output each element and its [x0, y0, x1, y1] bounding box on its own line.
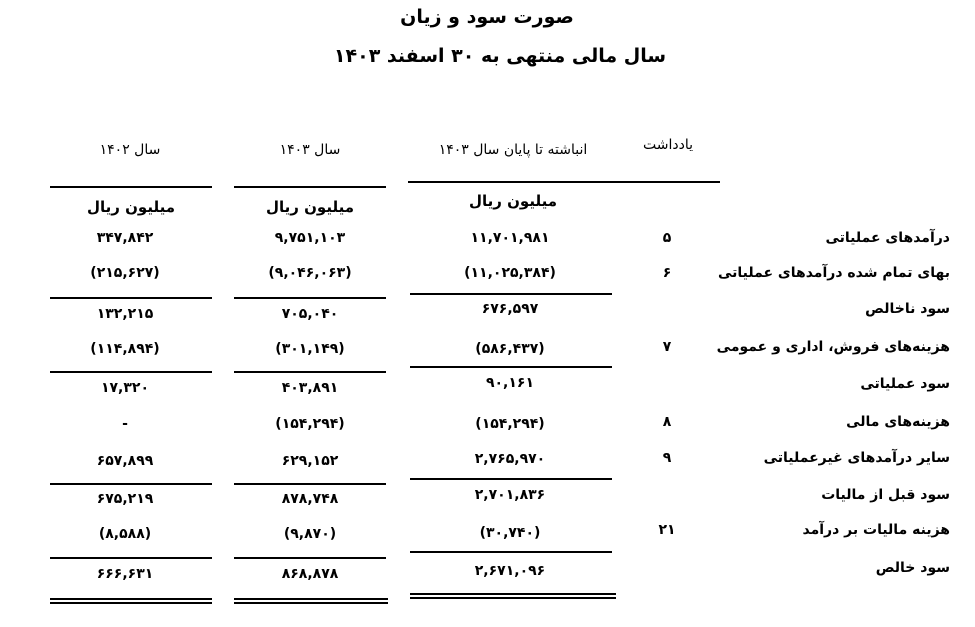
cell-1403: ۹,۷۵۱,۱۰۳	[274, 230, 346, 246]
header-rule-1402	[50, 186, 212, 188]
total-double-rule-1402	[50, 598, 212, 604]
row-note: ۵	[662, 230, 672, 246]
column-header-1402: سال ۱۴۰۲	[99, 142, 161, 158]
cell-cumulative: (۳۰,۷۴۰)	[479, 525, 541, 541]
column-header-1403: سال ۱۴۰۳	[279, 142, 341, 158]
unit-1402: میلیون ریال	[86, 198, 175, 216]
subtotal-rule-1403	[234, 297, 386, 299]
cell-cumulative: ۹۰,۱۶۱	[485, 375, 535, 391]
cell-1403: (۹,۸۷۰)	[283, 526, 337, 542]
cell-cumulative: (۱۵۴,۲۹۴)	[475, 416, 545, 432]
subtotal-rule-1402	[50, 371, 212, 373]
cell-1403: ۸۷۸,۷۴۸	[281, 491, 339, 507]
cell-1402: ۱۳۲,۲۱۵	[96, 306, 154, 322]
row-label-sga-expenses: هزینه‌های فروش، اداری و عمومی	[716, 339, 950, 355]
row-note: ۸	[662, 414, 672, 430]
cell-1403: (۳۰۱,۱۴۹)	[275, 341, 345, 357]
subtotal-rule-1403	[234, 557, 386, 559]
row-label-other-income: سایر درآمدهای غیرعملیاتی	[763, 450, 950, 466]
cell-cumulative: ۲,۶۷۱,۰۹۶	[474, 563, 546, 579]
cell-1403: ۴۰۳,۸۹۱	[281, 380, 339, 396]
subtotal-rule-1402	[50, 297, 212, 299]
row-label-profit-before-tax: سود قبل از مالیات	[821, 487, 950, 503]
unit-cumulative: میلیون ریال	[468, 192, 557, 210]
cell-1402: (۱۱۴,۸۹۴)	[90, 341, 160, 357]
column-header-note: یادداشت	[643, 137, 693, 153]
subtotal-rule-1403	[234, 483, 386, 485]
cell-1403: ۸۶۸,۸۷۸	[281, 566, 339, 582]
cell-1403: (۹,۰۴۶,۰۶۳)	[268, 265, 352, 281]
cell-cumulative: (۱۱,۰۲۵,۳۸۴)	[464, 265, 556, 281]
row-label-gross-profit: سود ناخالص	[865, 301, 950, 317]
row-label-cost-of-revenue: بهای تمام شده درآمدهای عملیاتی	[717, 265, 950, 281]
subtotal-rule-cumulative	[410, 366, 612, 368]
header-rule-1403	[234, 186, 386, 188]
subtotal-rule-1402	[50, 483, 212, 485]
total-double-rule-1403	[234, 598, 388, 604]
cell-1402: (۲۱۵,۶۲۷)	[90, 265, 160, 281]
column-header-cumulative: انباشته تا پایان سال ۱۴۰۳	[438, 142, 588, 158]
statement-title: صورت سود و زیان	[400, 6, 574, 28]
total-double-rule-cumulative	[410, 593, 616, 599]
row-label-financial-expenses: هزینه‌های مالی	[846, 414, 950, 430]
cell-1403: ۷۰۵,۰۴۰	[281, 306, 339, 322]
row-note: ۷	[662, 339, 672, 355]
cell-cumulative: (۵۸۶,۴۳۷)	[475, 341, 545, 357]
cell-1402: ۶۵۷,۸۹۹	[96, 453, 154, 469]
unit-1403: میلیون ریال	[265, 198, 354, 216]
subtotal-rule-cumulative	[410, 293, 612, 295]
row-note: ۲۱	[658, 522, 676, 538]
cell-cumulative: ۲,۷۰۱,۸۳۶	[474, 487, 546, 503]
row-label-income-tax: هزینه مالیات بر درآمد	[802, 522, 950, 538]
cell-cumulative: ۱۱,۷۰۱,۹۸۱	[470, 230, 550, 246]
row-note: ۶	[662, 265, 672, 281]
cell-1402: (۸,۵۸۸)	[98, 526, 152, 542]
subtotal-rule-cumulative	[410, 478, 612, 480]
cell-1402: ۶۷۵,۲۱۹	[96, 491, 154, 507]
cell-1403: ۶۲۹,۱۵۲	[281, 453, 339, 469]
cell-1403: (۱۵۴,۲۹۴)	[275, 416, 345, 432]
row-label-net-profit: سود خالص	[875, 560, 950, 576]
cell-1402: -	[122, 416, 128, 432]
row-note: ۹	[662, 450, 672, 466]
cell-1402: ۱۷,۳۲۰	[100, 380, 150, 396]
subtotal-rule-1402	[50, 557, 212, 559]
cell-1402: ۳۴۷,۸۴۲	[96, 230, 154, 246]
cell-cumulative: ۲,۷۶۵,۹۷۰	[474, 451, 546, 467]
row-label-operating-profit: سود عملیاتی	[860, 376, 950, 392]
cell-cumulative: ۶۷۶,۵۹۷	[481, 301, 539, 317]
header-rule-note-cumulative	[408, 181, 720, 183]
statement-subtitle: سال مالی منتهی به ۳۰ اسفند ۱۴۰۳	[333, 45, 667, 67]
row-label-operating-revenue: درآمدهای عملیاتی	[825, 230, 950, 246]
subtotal-rule-1403	[234, 371, 386, 373]
cell-1402: ۶۶۶,۶۳۱	[96, 566, 154, 582]
subtotal-rule-cumulative	[410, 551, 612, 553]
